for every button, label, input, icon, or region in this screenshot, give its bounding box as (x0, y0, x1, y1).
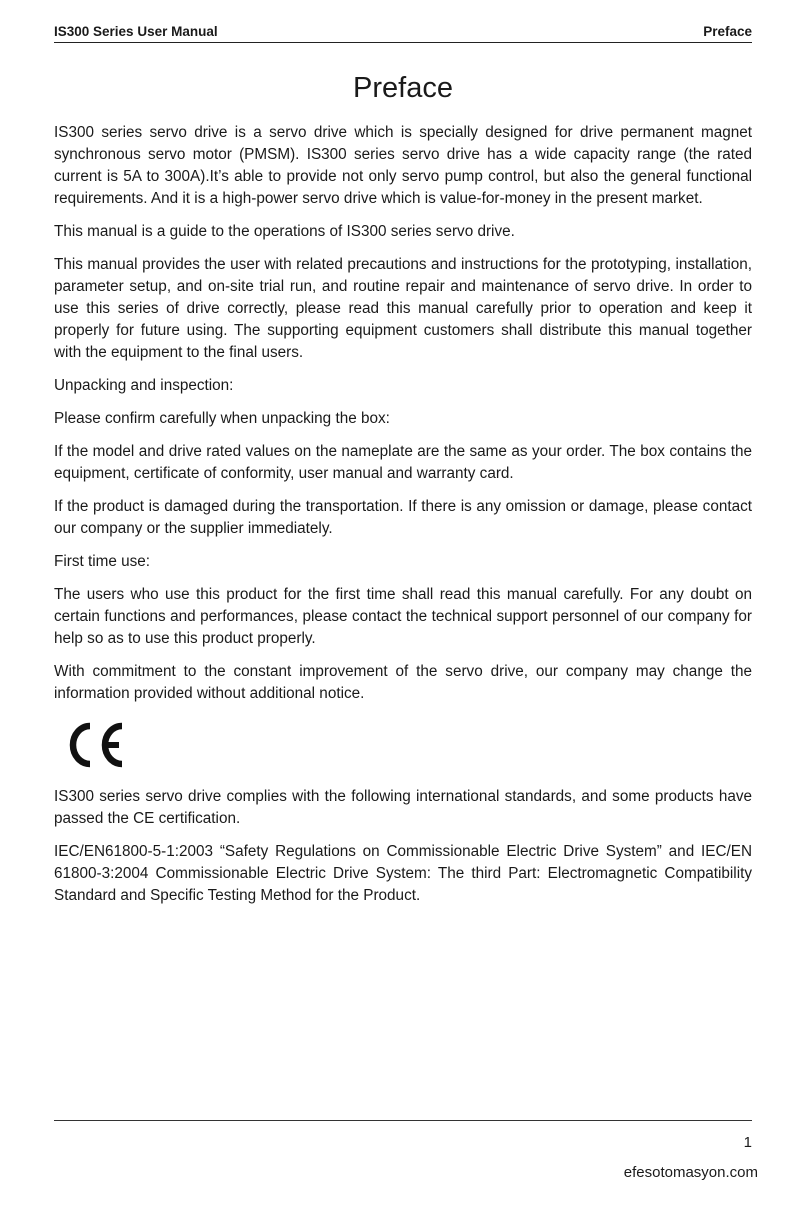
paragraph-guide: This manual is a guide to the operations of IS300 series servo drive. (54, 223, 515, 240)
header-manual-title: IS300 Series User Manual (54, 24, 218, 39)
footer-rule (54, 1120, 752, 1121)
page-title: Preface (353, 72, 453, 104)
paragraph-contents: This manual provides the user with related precautions and instructions for the prototyping, installation, parameter setup, and on-site trial run, and routine repair and maintenance of servo drive. In order to use this series of drive correctly, please read this manual carefully prior to operation and keep it properly for future using. The supporting equipment customers shall distribute this manual together with the equipment to the final users. (54, 256, 752, 361)
page-number: 1 (743, 1134, 752, 1151)
paragraph-standards: IS300 series servo drive complies with the following international standards, and some products have passed the CE certification. (54, 788, 752, 827)
paragraph-damage: If the product is damaged during the transportation. If there is any omission or damage, please contact our company or the supplier immediately. (54, 498, 752, 537)
paragraph-first-use: The users who use this product for the first time shall read this manual carefully. For any doubt on certain functions and performances, please contact the technical support personnel of our company for help so as to use this product properly. (54, 586, 752, 647)
paragraph-iec-standards: IEC/EN61800-5-1:2003 “Safety Regulations on Commissionable Electric Drive System” and IEC/EN 61800-3:2004 Commissionable Electric Drive System: The third Part: Electromagnetic Compatibility Standard and Specific Testing Method for the Product. (54, 843, 752, 904)
paragraph-intro: IS300 series servo drive is a servo drive which is specially designed for drive permanent magnet synchronous servo motor (PMSM). IS300 series servo drive has a wide capacity range (the rated current is 5A to 300A).It’s able to provide not only servo pump control, but also the general functional requirements. And it is a high-power servo drive which is value-for-money in the present market. (54, 124, 752, 207)
paragraph-nameplate: If the model and drive rated values on the nameplate are the same as your order. The box contains the equipment, certificate of conformity, user manual and warranty card. (54, 443, 752, 482)
watermark: efesotomasyon.com (623, 1164, 758, 1181)
paragraph-unpacking-confirm: Please confirm carefully when unpacking the box: (54, 410, 390, 427)
paragraph-unpacking-heading: Unpacking and inspection: (54, 377, 234, 394)
header-section-name: Preface (703, 24, 752, 39)
body-text (54, 122, 752, 918)
ce-mark-icon (54, 712, 134, 778)
manual-page (54, 0, 752, 1208)
running-header (54, 22, 752, 43)
paragraph-first-use-heading: First time use: (54, 553, 151, 570)
paragraph-improvement: With commitment to the constant improvement of the servo drive, our company may change the information provided without additional notice. (54, 663, 752, 702)
